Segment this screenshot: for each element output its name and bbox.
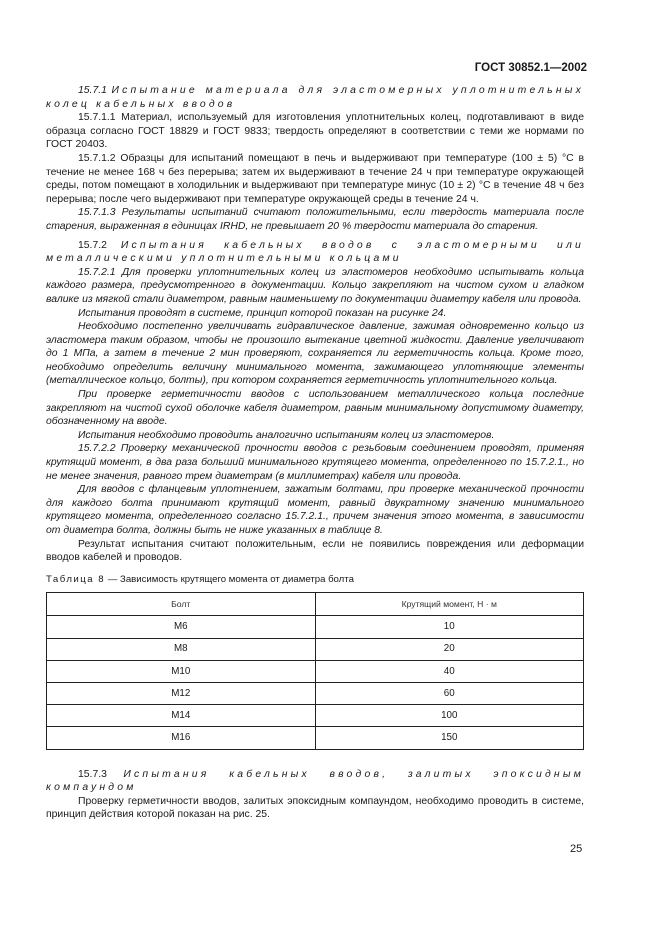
table-row: М16 150 bbox=[47, 727, 584, 749]
section-heading: 15.7.1 Испытание материала для эластомерных уплотнительных колец кабельных вводов bbox=[46, 85, 584, 110]
paragraph: Необходимо постепенно увеличивать гидравлическое давление, зажимая одновременно кольцо из эластомера таким образом, чтобы не произошло вытекание цветной жидкости. Давление увеличивают до 1 МПа, а затем в течение 2 мин проверяют, сохраняется ли герметичность кольца. Кроме того, необходимо определить величину минимального момента, зажимающего уплотняющие элементы (металлическое кольцо, болты), при котором сохраняется герметичность уплотнительного кольца. bbox=[46, 321, 584, 387]
section-heading: 15.7.2 Испытания кабельных вводов с эластомерными или металлическими уплотнительными кольцами bbox=[46, 239, 584, 265]
table-row: М12 60 bbox=[47, 682, 584, 704]
column-header-bolt: Болт bbox=[47, 593, 316, 616]
paragraph: 15.7.2.2 Проверку механической прочности вводов с резьбовым соединением проводят, применяя крутящий момент, в два раза больший минимального крутящего момента, определенного по 15.7.2.1., но не менее значения, равного трем диаметрам (в миллиметрах) кабеля или провода. bbox=[46, 443, 584, 482]
paragraph: 15.7.1.3 Результаты испытаний считают положительными, если твердость материала после старения, выраженная в единицах IRHD, не превышает 20 % твердости материала до старения. bbox=[46, 207, 584, 232]
paragraph: Результат испытания считают положительным, если не появились повреждения или деформации вводов кабелей и проводов. bbox=[46, 538, 584, 564]
section-heading: 15.7.3 Испытания кабельных вводов, залитых эпоксидным компаундом bbox=[46, 768, 585, 794]
paragraph: 15.7.2.1 Для проверки уплотнительных колец из эластомеров необходимо испытывать кольца каждого размера, предусмотренного в документации. Кольцо закрепляют на чистом сухом и гладком валике из мягкой стали диаметром, равным наименьшему по документации диаметру кабеля или провода. bbox=[46, 266, 584, 305]
paragraph: Проверку герметичности вводов, залитых эпоксидным компаундом, необходимо проводить в системе, принцип действия которой показан на рис. 25. bbox=[46, 795, 584, 821]
paragraph: Для вводов с фланцевым уплотнением, зажатым болтами, при проверке механической прочности для каждого болта принимают крутящий момент, равный двукратному значению минимального крутящего момента, определенного согласно 15.7.2.1., причем значения этого момента, в зависимости от диаметра болта, должны быть не ниже указанных в таблице 8. bbox=[46, 484, 584, 536]
document-code: ГОСТ 30852.1—2002 bbox=[474, 62, 587, 74]
page-body bbox=[46, 84, 584, 822]
table-header-row bbox=[47, 593, 584, 616]
column-header-torque: Крутящий момент, Н · м bbox=[315, 593, 584, 616]
table-row: М8 20 bbox=[47, 638, 584, 660]
paragraph: При проверке герметичности вводов с использованием металлического кольца последние закрепляют на чистой сухой оболочке кабеля диаметром, равным минимальному допустимому диаметру, обозначенному на вводе. bbox=[46, 389, 584, 428]
table-row: М10 40 bbox=[47, 660, 584, 682]
table-row: М14 100 bbox=[47, 705, 584, 727]
paragraph: Испытания проводят в системе, принцип которой показан на рисунке 24. bbox=[78, 307, 447, 319]
paragraph: 15.7.1.2 Образцы для испытаний помещают в печь и выдерживают при температуре (100 ± 5) °С в течение не менее 168 ч без перерыва; затем их выдерживают в течение 24 ч при температуре окружающей среды, потом помещают в холодильник и выдерживают при температуре минус (10 ± 2) °С в течение 48 ч без перерыва; после чего выдерживают при температуре окружающей среды в течение 24 ч. bbox=[46, 152, 584, 205]
torque-table bbox=[46, 592, 584, 749]
table-row: М6 10 bbox=[47, 616, 584, 638]
page-number: 25 bbox=[570, 843, 583, 855]
paragraph: 15.7.1.1 Материал, используемый для изготовления уплотнительных колец, подготавливают в виде образца согласно ГОСТ 18829 и ГОСТ 9833; твердость определяют в соответствии с теми же нормами по ГОСТ 20403. bbox=[46, 112, 584, 151]
paragraph: Испытания необходимо проводить аналогично испытаниям колец из эластомеров. bbox=[78, 429, 495, 441]
table-caption: Таблица 8 — Зависимость крутящего момента от диаметра болта bbox=[46, 573, 354, 585]
